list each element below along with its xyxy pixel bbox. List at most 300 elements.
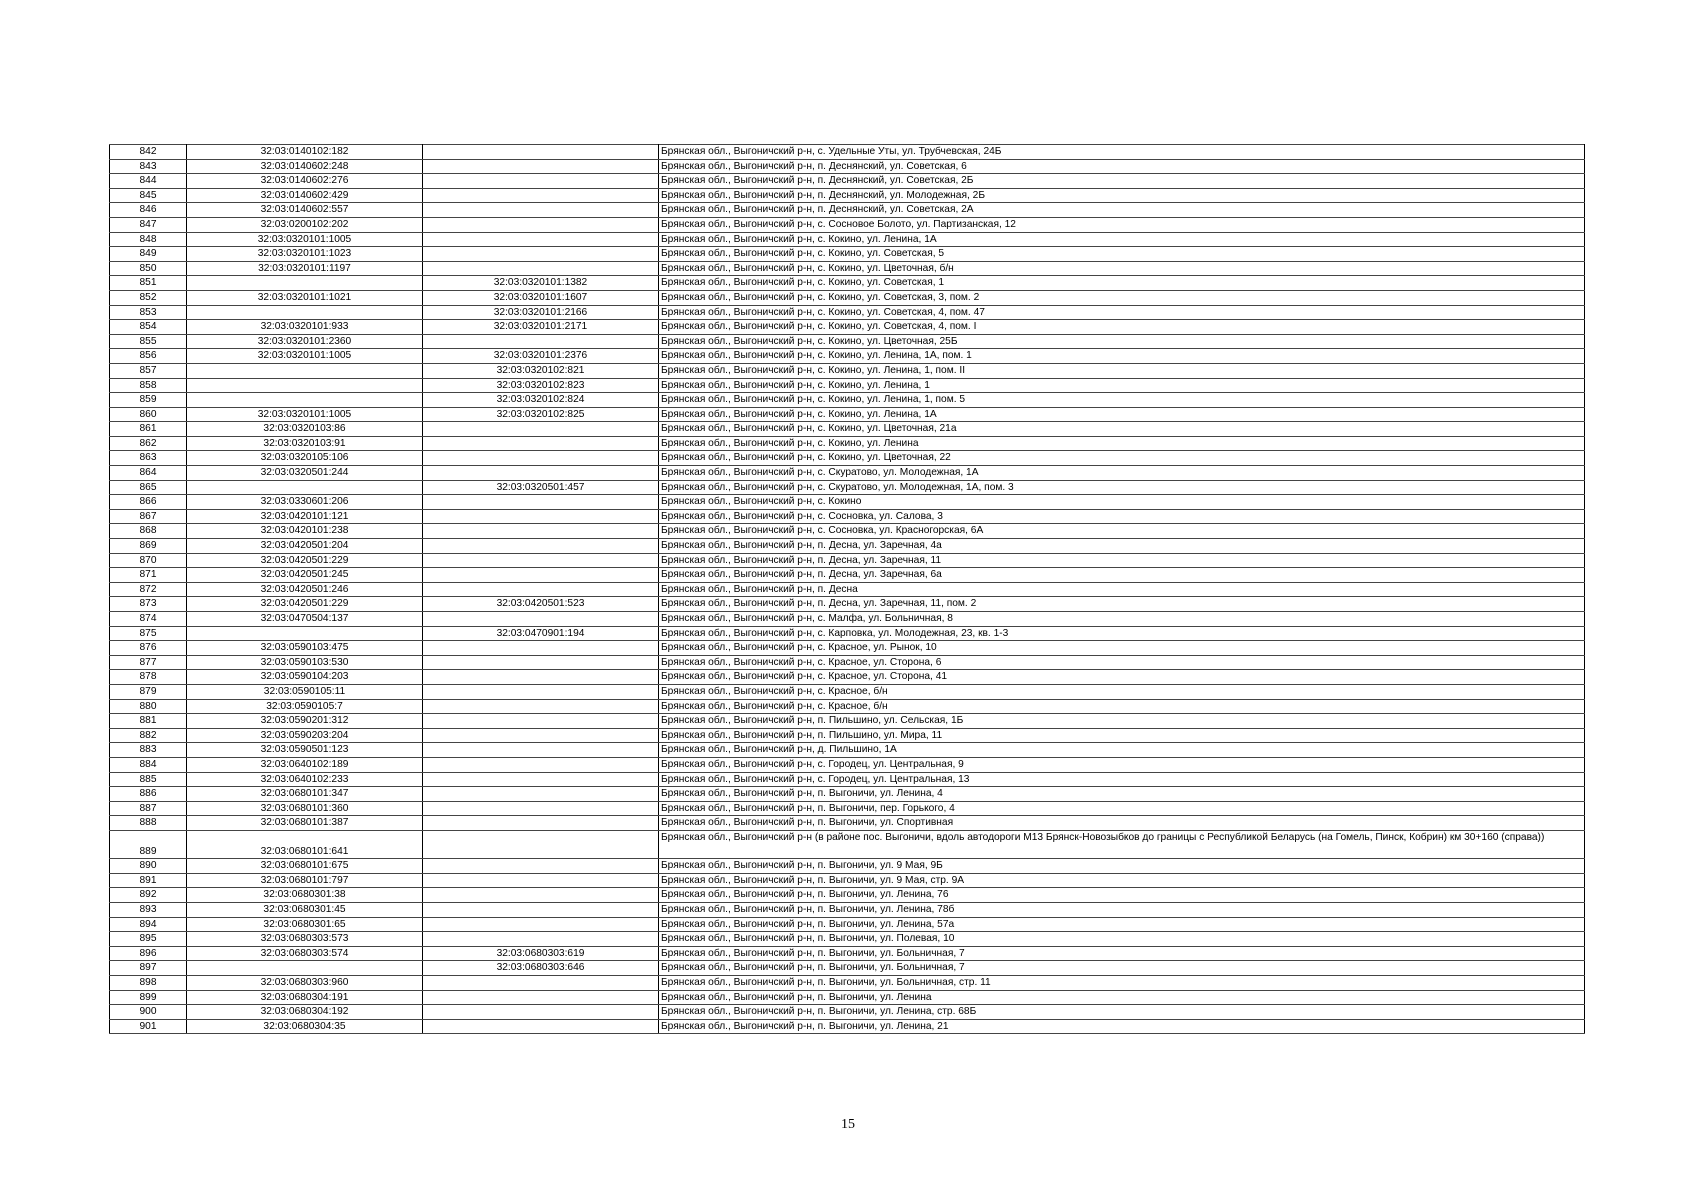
row-number-cell: 850 — [110, 261, 187, 276]
land-cadastral-number-cell: 32:03:0590203:204 — [187, 728, 423, 743]
address-cell: Брянская обл., Выгоничский р-н, п. Пильшино, ул. Мира, 11 — [659, 728, 1585, 743]
row-number-cell: 880 — [110, 699, 187, 714]
table-row — [110, 188, 1585, 203]
address-cell: Брянская обл., Выгоничский р-н, п. Деснянский, ул. Молодежная, 2Б — [659, 188, 1585, 203]
row-number-cell: 866 — [110, 495, 187, 510]
row-number-cell: 843 — [110, 159, 187, 174]
address-cell: Брянская обл., Выгоничский р-н, п. Десна, ул. Заречная, 4а — [659, 539, 1585, 554]
land-cadastral-number-cell: 32:03:0680303:960 — [187, 976, 423, 991]
address-cell: Брянская обл., Выгоничский р-н, с. Кокино, ул. Ленина, 1А — [659, 407, 1585, 422]
address-cell: Брянская обл., Выгоничский р-н, с. Красное, ул. Сторона, 6 — [659, 655, 1585, 670]
row-number-cell: 848 — [110, 232, 187, 247]
row-number-cell: 858 — [110, 378, 187, 393]
table-row — [110, 961, 1585, 976]
land-cadastral-number-cell: 32:03:0320105:106 — [187, 451, 423, 466]
table-row — [110, 757, 1585, 772]
object-cadastral-number-cell — [423, 188, 659, 203]
table-row — [110, 334, 1585, 349]
row-number-cell: 879 — [110, 684, 187, 699]
object-cadastral-number-cell — [423, 830, 659, 858]
address-cell: Брянская обл., Выгоничский р-н, с. Кокино, ул. Ленина, 1 — [659, 378, 1585, 393]
address-cell: Брянская обл., Выгоничский р-н, п. Выгоничи, ул. Полевая, 10 — [659, 932, 1585, 947]
row-number-cell: 894 — [110, 917, 187, 932]
table-row — [110, 203, 1585, 218]
object-cadastral-number-cell — [423, 174, 659, 189]
table-row — [110, 816, 1585, 831]
address-cell: Брянская обл., Выгоничский р-н, п. Выгоничи, ул. Ленина — [659, 990, 1585, 1005]
row-number-cell: 875 — [110, 626, 187, 641]
address-cell: Брянская обл., Выгоничский р-н, п. Деснянский, ул. Советская, 2Б — [659, 174, 1585, 189]
land-cadastral-number-cell: 32:03:0420501:229 — [187, 553, 423, 568]
row-number-cell: 885 — [110, 772, 187, 787]
land-cadastral-number-cell: 32:03:0680101:347 — [187, 787, 423, 802]
object-cadastral-number-cell — [423, 670, 659, 685]
row-number-cell: 899 — [110, 990, 187, 1005]
page-number: 15 — [841, 1117, 855, 1132]
address-cell: Брянская обл., Выгоничский р-н, п. Выгоничи, ул. Ленина, стр. 68Б — [659, 1005, 1585, 1020]
address-cell: Брянская обл., Выгоничский р-н, с. Сосновое Болото, ул. Партизанская, 12 — [659, 217, 1585, 232]
land-cadastral-number-cell: 32:03:0680101:641 — [187, 830, 423, 858]
land-cadastral-number-cell — [187, 961, 423, 976]
address-cell: Брянская обл., Выгоничский р-н, с. Скуратово, ул. Молодежная, 1А — [659, 466, 1585, 481]
land-cadastral-number-cell: 32:03:0680101:675 — [187, 859, 423, 874]
object-cadastral-number-cell: 32:03:0470901:194 — [423, 626, 659, 641]
row-number-cell: 884 — [110, 757, 187, 772]
object-cadastral-number-cell: 32:03:0320101:2171 — [423, 320, 659, 335]
address-cell: Брянская обл., Выгоничский р-н, с. Кокино, ул. Цветочная, 21а — [659, 422, 1585, 437]
object-cadastral-number-cell — [423, 1005, 659, 1020]
object-cadastral-number-cell — [423, 495, 659, 510]
address-cell: Брянская обл., Выгоничский р-н, с. Кокино, ул. Ленина — [659, 436, 1585, 451]
row-number-cell: 881 — [110, 714, 187, 729]
table-row — [110, 378, 1585, 393]
row-number-cell: 898 — [110, 976, 187, 991]
land-cadastral-number-cell: 32:03:0420501:204 — [187, 539, 423, 554]
table-row — [110, 305, 1585, 320]
row-number-cell: 855 — [110, 334, 187, 349]
row-number-cell: 878 — [110, 670, 187, 685]
land-cadastral-number-cell — [187, 276, 423, 291]
object-cadastral-number-cell — [423, 553, 659, 568]
table-row — [110, 655, 1585, 670]
land-cadastral-number-cell: 32:03:0590103:530 — [187, 655, 423, 670]
land-cadastral-number-cell: 32:03:0420501:229 — [187, 597, 423, 612]
address-cell: Брянская обл., Выгоничский р-н, п. Десна, ул. Заречная, 11, пом. 2 — [659, 597, 1585, 612]
table-row — [110, 888, 1585, 903]
table-row — [110, 174, 1585, 189]
object-cadastral-number-cell — [423, 524, 659, 539]
address-cell: Брянская обл., Выгоничский р-н, с. Красное, ул. Сторона, 41 — [659, 670, 1585, 685]
object-cadastral-number-cell: 32:03:0320101:1607 — [423, 290, 659, 305]
object-cadastral-number-cell — [423, 568, 659, 583]
row-number-cell: 886 — [110, 787, 187, 802]
object-cadastral-number-cell — [423, 247, 659, 262]
row-number-cell: 859 — [110, 393, 187, 408]
row-number-cell: 873 — [110, 597, 187, 612]
land-cadastral-number-cell: 32:03:0680304:191 — [187, 990, 423, 1005]
table-row — [110, 699, 1585, 714]
address-cell: Брянская обл., Выгоничский р-н, п. Выгоничи, ул. Ленина, 57а — [659, 917, 1585, 932]
row-number-cell: 862 — [110, 436, 187, 451]
land-cadastral-number-cell: 32:03:0680301:38 — [187, 888, 423, 903]
row-number-cell: 851 — [110, 276, 187, 291]
land-cadastral-number-cell: 32:03:0420101:238 — [187, 524, 423, 539]
object-cadastral-number-cell — [423, 772, 659, 787]
table-row — [110, 159, 1585, 174]
row-number-cell: 853 — [110, 305, 187, 320]
row-number-cell: 897 — [110, 961, 187, 976]
land-cadastral-number-cell — [187, 305, 423, 320]
table-row — [110, 509, 1585, 524]
row-number-cell: 849 — [110, 247, 187, 262]
address-cell: Брянская обл., Выгоничский р-н, п. Выгоничи, ул. 9 Мая, стр. 9А — [659, 873, 1585, 888]
object-cadastral-number-cell — [423, 422, 659, 437]
object-cadastral-number-cell: 32:03:0320101:2376 — [423, 349, 659, 364]
land-cadastral-number-cell: 32:03:0320101:1005 — [187, 349, 423, 364]
land-cadastral-number-cell: 32:03:0420501:246 — [187, 582, 423, 597]
object-cadastral-number-cell: 32:03:0320101:1382 — [423, 276, 659, 291]
address-cell: Брянская обл., Выгоничский р-н, с. Красное, ул. Рынок, 10 — [659, 641, 1585, 656]
land-cadastral-number-cell: 32:03:0640102:233 — [187, 772, 423, 787]
table-row — [110, 597, 1585, 612]
address-cell: Брянская обл., Выгоничский р-н, п. Выгоничи, ул. Спортивная — [659, 816, 1585, 831]
object-cadastral-number-cell — [423, 888, 659, 903]
object-cadastral-number-cell — [423, 1019, 659, 1034]
table-row — [110, 553, 1585, 568]
address-cell: Брянская обл., Выгоничский р-н, п. Пильшино, ул. Сельская, 1Б — [659, 714, 1585, 729]
row-number-cell: 891 — [110, 873, 187, 888]
table-row — [110, 714, 1585, 729]
land-cadastral-number-cell: 32:03:0680101:797 — [187, 873, 423, 888]
address-cell: Брянская обл., Выгоничский р-н, с. Кокино, ул. Советская, 4, пом. 47 — [659, 305, 1585, 320]
land-cadastral-number-cell: 32:03:0320103:86 — [187, 422, 423, 437]
row-number-cell: 860 — [110, 407, 187, 422]
object-cadastral-number-cell — [423, 203, 659, 218]
table-row — [110, 290, 1585, 305]
table-row — [110, 743, 1585, 758]
row-number-cell: 842 — [110, 145, 187, 160]
row-number-cell: 887 — [110, 801, 187, 816]
address-cell: Брянская обл., Выгоничский р-н, п. Выгоничи, ул. Больничная, 7 — [659, 946, 1585, 961]
address-cell: Брянская обл., Выгоничский р-н, с. Кокино, ул. Ленина, 1А, пом. 1 — [659, 349, 1585, 364]
land-cadastral-number-cell: 32:03:0140102:182 — [187, 145, 423, 160]
table-row — [110, 932, 1585, 947]
table-row — [110, 903, 1585, 918]
land-cadastral-number-cell: 32:03:0330601:206 — [187, 495, 423, 510]
table-row — [110, 539, 1585, 554]
land-cadastral-number-cell: 32:03:0320101:1005 — [187, 232, 423, 247]
address-cell: Брянская обл., Выгоничский р-н, п. Выгоничи, ул. Ленина, 21 — [659, 1019, 1585, 1034]
address-cell: Брянская обл., Выгоничский р-н, с. Кокино, ул. Цветочная, б/н — [659, 261, 1585, 276]
land-cadastral-number-cell: 32:03:0590105:7 — [187, 699, 423, 714]
table-row — [110, 641, 1585, 656]
object-cadastral-number-cell — [423, 714, 659, 729]
land-cadastral-number-cell: 32:03:0680304:35 — [187, 1019, 423, 1034]
table-row — [110, 495, 1585, 510]
row-number-cell: 845 — [110, 188, 187, 203]
address-cell: Брянская обл., Выгоничский р-н, п. Деснянский, ул. Советская, 6 — [659, 159, 1585, 174]
table-row — [110, 232, 1585, 247]
row-number-cell: 893 — [110, 903, 187, 918]
address-cell: Брянская обл., Выгоничский р-н, с. Скуратово, ул. Молодежная, 1А, пом. 3 — [659, 480, 1585, 495]
row-number-cell: 883 — [110, 743, 187, 758]
row-number-cell: 863 — [110, 451, 187, 466]
table-row — [110, 480, 1585, 495]
table-row — [110, 946, 1585, 961]
address-cell: Брянская обл., Выгоничский р-н, с. Городец, ул. Центральная, 9 — [659, 757, 1585, 772]
land-cadastral-number-cell: 32:03:0140602:557 — [187, 203, 423, 218]
object-cadastral-number-cell: 32:03:0320102:823 — [423, 378, 659, 393]
table-row — [110, 436, 1585, 451]
object-cadastral-number-cell: 32:03:0680303:619 — [423, 946, 659, 961]
address-cell: Брянская обл., Выгоничский р-н, с. Сосновка, ул. Красногорская, 6А — [659, 524, 1585, 539]
object-cadastral-number-cell — [423, 932, 659, 947]
address-cell: Брянская обл., Выгоничский р-н, с. Малфа, ул. Больничная, 8 — [659, 612, 1585, 627]
land-cadastral-number-cell: 32:03:0680303:573 — [187, 932, 423, 947]
address-cell: Брянская обл., Выгоничский р-н, п. Выгоничи, ул. 9 Мая, 9Б — [659, 859, 1585, 874]
land-cadastral-number-cell: 32:03:0320101:1197 — [187, 261, 423, 276]
land-cadastral-number-cell — [187, 480, 423, 495]
land-cadastral-number-cell: 32:03:0320101:933 — [187, 320, 423, 335]
table-row — [110, 990, 1585, 1005]
object-cadastral-number-cell — [423, 873, 659, 888]
table-row — [110, 801, 1585, 816]
object-cadastral-number-cell — [423, 232, 659, 247]
address-cell: Брянская обл., Выгоничский р-н, п. Выгоничи, ул. Больничная, стр. 11 — [659, 976, 1585, 991]
object-cadastral-number-cell — [423, 466, 659, 481]
registry-table — [109, 144, 1585, 1034]
object-cadastral-number-cell — [423, 743, 659, 758]
land-cadastral-number-cell: 32:03:0590501:123 — [187, 743, 423, 758]
object-cadastral-number-cell — [423, 655, 659, 670]
land-cadastral-number-cell — [187, 626, 423, 641]
row-number-cell: 852 — [110, 290, 187, 305]
object-cadastral-number-cell — [423, 990, 659, 1005]
object-cadastral-number-cell: 32:03:0320102:824 — [423, 393, 659, 408]
land-cadastral-number-cell: 32:03:0140602:429 — [187, 188, 423, 203]
table-row — [110, 582, 1585, 597]
table-row — [110, 976, 1585, 991]
land-cadastral-number-cell: 32:03:0680101:360 — [187, 801, 423, 816]
address-cell: Брянская обл., Выгоничский р-н, с. Кокино, ул. Ленина, 1, пом. II — [659, 363, 1585, 378]
row-number-cell: 847 — [110, 217, 187, 232]
table-row — [110, 1005, 1585, 1020]
object-cadastral-number-cell — [423, 641, 659, 656]
row-number-cell: 867 — [110, 509, 187, 524]
table-row — [110, 217, 1585, 232]
table-row — [110, 830, 1585, 858]
table-row — [110, 276, 1585, 291]
table-row — [110, 349, 1585, 364]
address-cell: Брянская обл., Выгоничский р-н, с. Кокино, ул. Советская, 3, пом. 2 — [659, 290, 1585, 305]
table-row — [110, 145, 1585, 160]
table-row — [110, 247, 1585, 262]
object-cadastral-number-cell — [423, 334, 659, 349]
object-cadastral-number-cell — [423, 509, 659, 524]
row-number-cell: 870 — [110, 553, 187, 568]
table-row — [110, 407, 1585, 422]
land-cadastral-number-cell: 32:03:0320103:91 — [187, 436, 423, 451]
row-number-cell: 896 — [110, 946, 187, 961]
object-cadastral-number-cell — [423, 801, 659, 816]
row-number-cell: 864 — [110, 466, 187, 481]
object-cadastral-number-cell: 32:03:0320101:2166 — [423, 305, 659, 320]
row-number-cell: 890 — [110, 859, 187, 874]
land-cadastral-number-cell: 32:03:0420501:245 — [187, 568, 423, 583]
object-cadastral-number-cell — [423, 436, 659, 451]
table-row — [110, 393, 1585, 408]
table-row — [110, 873, 1585, 888]
address-cell: Брянская обл., Выгоничский р-н, п. Выгоничи, ул. Ленина, 4 — [659, 787, 1585, 802]
land-cadastral-number-cell: 32:03:0590105:11 — [187, 684, 423, 699]
address-cell: Брянская обл., Выгоничский р-н, с. Карповка, ул. Молодежная, 23, кв. 1-3 — [659, 626, 1585, 641]
table-row — [110, 859, 1585, 874]
table-row — [110, 1019, 1585, 1034]
land-cadastral-number-cell: 32:03:0200102:202 — [187, 217, 423, 232]
table-row — [110, 363, 1585, 378]
land-cadastral-number-cell: 32:03:0320101:1023 — [187, 247, 423, 262]
object-cadastral-number-cell — [423, 757, 659, 772]
address-cell: Брянская обл., Выгоничский р-н, с. Кокино, ул. Ленина, 1, пом. 5 — [659, 393, 1585, 408]
address-cell: Брянская обл., Выгоничский р-н, с. Кокино, ул. Советская, 5 — [659, 247, 1585, 262]
row-number-cell: 895 — [110, 932, 187, 947]
row-number-cell: 861 — [110, 422, 187, 437]
table-row — [110, 466, 1585, 481]
address-cell: Брянская обл., Выгоничский р-н, с. Кокино, ул. Советская, 1 — [659, 276, 1585, 291]
land-cadastral-number-cell: 32:03:0320501:244 — [187, 466, 423, 481]
object-cadastral-number-cell — [423, 728, 659, 743]
land-cadastral-number-cell: 32:03:0320101:1021 — [187, 290, 423, 305]
address-cell: Брянская обл., Выгоничский р-н, с. Сосновка, ул. Салова, 3 — [659, 509, 1585, 524]
land-cadastral-number-cell — [187, 363, 423, 378]
row-number-cell: 876 — [110, 641, 187, 656]
address-cell: Брянская обл., Выгоничский р-н, п. Выгоничи, ул. Ленина, 78б — [659, 903, 1585, 918]
address-cell: Брянская обл., Выгоничский р-н, п. Выгоничи, пер. Горького, 4 — [659, 801, 1585, 816]
row-number-cell: 857 — [110, 363, 187, 378]
object-cadastral-number-cell: 32:03:0420501:523 — [423, 597, 659, 612]
address-cell: Брянская обл., Выгоничский р-н, п. Десна, ул. Заречная, 11 — [659, 553, 1585, 568]
table-row — [110, 568, 1585, 583]
table-row — [110, 670, 1585, 685]
land-cadastral-number-cell — [187, 378, 423, 393]
land-cadastral-number-cell: 32:03:0680301:45 — [187, 903, 423, 918]
row-number-cell: 888 — [110, 816, 187, 831]
row-number-cell: 869 — [110, 539, 187, 554]
land-cadastral-number-cell: 32:03:0640102:189 — [187, 757, 423, 772]
row-number-cell: 882 — [110, 728, 187, 743]
row-number-cell: 844 — [110, 174, 187, 189]
table-row — [110, 261, 1585, 276]
row-number-cell: 889 — [110, 830, 187, 858]
row-number-cell: 856 — [110, 349, 187, 364]
address-cell: Брянская обл., Выгоничский р-н, п. Деснянский, ул. Советская, 2А — [659, 203, 1585, 218]
object-cadastral-number-cell — [423, 539, 659, 554]
address-cell: Брянская обл., Выгоничский р-н, п. Десна — [659, 582, 1585, 597]
row-number-cell: 871 — [110, 568, 187, 583]
registry-table-body — [110, 145, 1585, 1034]
object-cadastral-number-cell — [423, 787, 659, 802]
table-row — [110, 320, 1585, 335]
object-cadastral-number-cell — [423, 612, 659, 627]
land-cadastral-number-cell — [187, 393, 423, 408]
object-cadastral-number-cell: 32:03:0320102:821 — [423, 363, 659, 378]
object-cadastral-number-cell — [423, 261, 659, 276]
object-cadastral-number-cell — [423, 903, 659, 918]
address-cell: Брянская обл., Выгоничский р-н, п. Выгоничи, ул. Больничная, 7 — [659, 961, 1585, 976]
row-number-cell: 854 — [110, 320, 187, 335]
address-cell: Брянская обл., Выгоничский р-н, п. Десна, ул. Заречная, 6а — [659, 568, 1585, 583]
land-cadastral-number-cell: 32:03:0680303:574 — [187, 946, 423, 961]
object-cadastral-number-cell — [423, 816, 659, 831]
address-cell: Брянская обл., Выгоничский р-н, с. Красное, б/н — [659, 699, 1585, 714]
object-cadastral-number-cell — [423, 976, 659, 991]
address-cell: Брянская обл., Выгоничский р-н, п. Выгоничи, ул. Ленина, 76 — [659, 888, 1585, 903]
table-row — [110, 772, 1585, 787]
table-row — [110, 917, 1585, 932]
row-number-cell: 892 — [110, 888, 187, 903]
table-row — [110, 728, 1585, 743]
table-row — [110, 626, 1585, 641]
table-row — [110, 612, 1585, 627]
land-cadastral-number-cell: 32:03:0590104:203 — [187, 670, 423, 685]
row-number-cell: 872 — [110, 582, 187, 597]
object-cadastral-number-cell — [423, 859, 659, 874]
address-cell: Брянская обл., Выгоничский р-н, с. Удельные Уты, ул. Трубчевская, 24Б — [659, 145, 1585, 160]
address-cell: Брянская обл., Выгоничский р-н, с. Кокино, ул. Ленина, 1А — [659, 232, 1585, 247]
address-cell: Брянская обл., Выгоничский р-н, с. Городец, ул. Центральная, 13 — [659, 772, 1585, 787]
address-cell: Брянская обл., Выгоничский р-н, с. Красное, б/н — [659, 684, 1585, 699]
land-cadastral-number-cell: 32:03:0140602:248 — [187, 159, 423, 174]
table-row — [110, 422, 1585, 437]
land-cadastral-number-cell: 32:03:0590201:312 — [187, 714, 423, 729]
object-cadastral-number-cell: 32:03:0320501:457 — [423, 480, 659, 495]
row-number-cell: 877 — [110, 655, 187, 670]
object-cadastral-number-cell: 32:03:0680303:646 — [423, 961, 659, 976]
object-cadastral-number-cell — [423, 699, 659, 714]
land-cadastral-number-cell: 32:03:0140602:276 — [187, 174, 423, 189]
object-cadastral-number-cell — [423, 159, 659, 174]
address-cell: Брянская обл., Выгоничский р-н, с. Кокино — [659, 495, 1585, 510]
table-row — [110, 524, 1585, 539]
address-cell: Брянская обл., Выгоничский р-н, с. Кокино, ул. Цветочная, 25Б — [659, 334, 1585, 349]
land-cadastral-number-cell: 32:03:0420101:121 — [187, 509, 423, 524]
address-cell: Брянская обл., Выгоничский р-н, с. Кокино, ул. Советская, 4, пом. I — [659, 320, 1585, 335]
land-cadastral-number-cell: 32:03:0680304:192 — [187, 1005, 423, 1020]
object-cadastral-number-cell — [423, 582, 659, 597]
object-cadastral-number-cell — [423, 684, 659, 699]
object-cadastral-number-cell: 32:03:0320102:825 — [423, 407, 659, 422]
table-row — [110, 684, 1585, 699]
row-number-cell: 901 — [110, 1019, 187, 1034]
row-number-cell: 846 — [110, 203, 187, 218]
object-cadastral-number-cell — [423, 217, 659, 232]
land-cadastral-number-cell: 32:03:0320101:1005 — [187, 407, 423, 422]
object-cadastral-number-cell — [423, 145, 659, 160]
land-cadastral-number-cell: 32:03:0320101:2360 — [187, 334, 423, 349]
land-cadastral-number-cell: 32:03:0590103:475 — [187, 641, 423, 656]
table-row — [110, 451, 1585, 466]
row-number-cell: 865 — [110, 480, 187, 495]
object-cadastral-number-cell — [423, 917, 659, 932]
land-cadastral-number-cell: 32:03:0470504:137 — [187, 612, 423, 627]
land-cadastral-number-cell: 32:03:0680301:65 — [187, 917, 423, 932]
address-cell: Брянская обл., Выгоничский р-н, с. Кокино, ул. Цветочная, 22 — [659, 451, 1585, 466]
object-cadastral-number-cell — [423, 451, 659, 466]
row-number-cell: 874 — [110, 612, 187, 627]
address-cell: Брянская обл., Выгоничский р-н, д. Пильшино, 1А — [659, 743, 1585, 758]
row-number-cell: 868 — [110, 524, 187, 539]
land-cadastral-number-cell: 32:03:0680101:387 — [187, 816, 423, 831]
